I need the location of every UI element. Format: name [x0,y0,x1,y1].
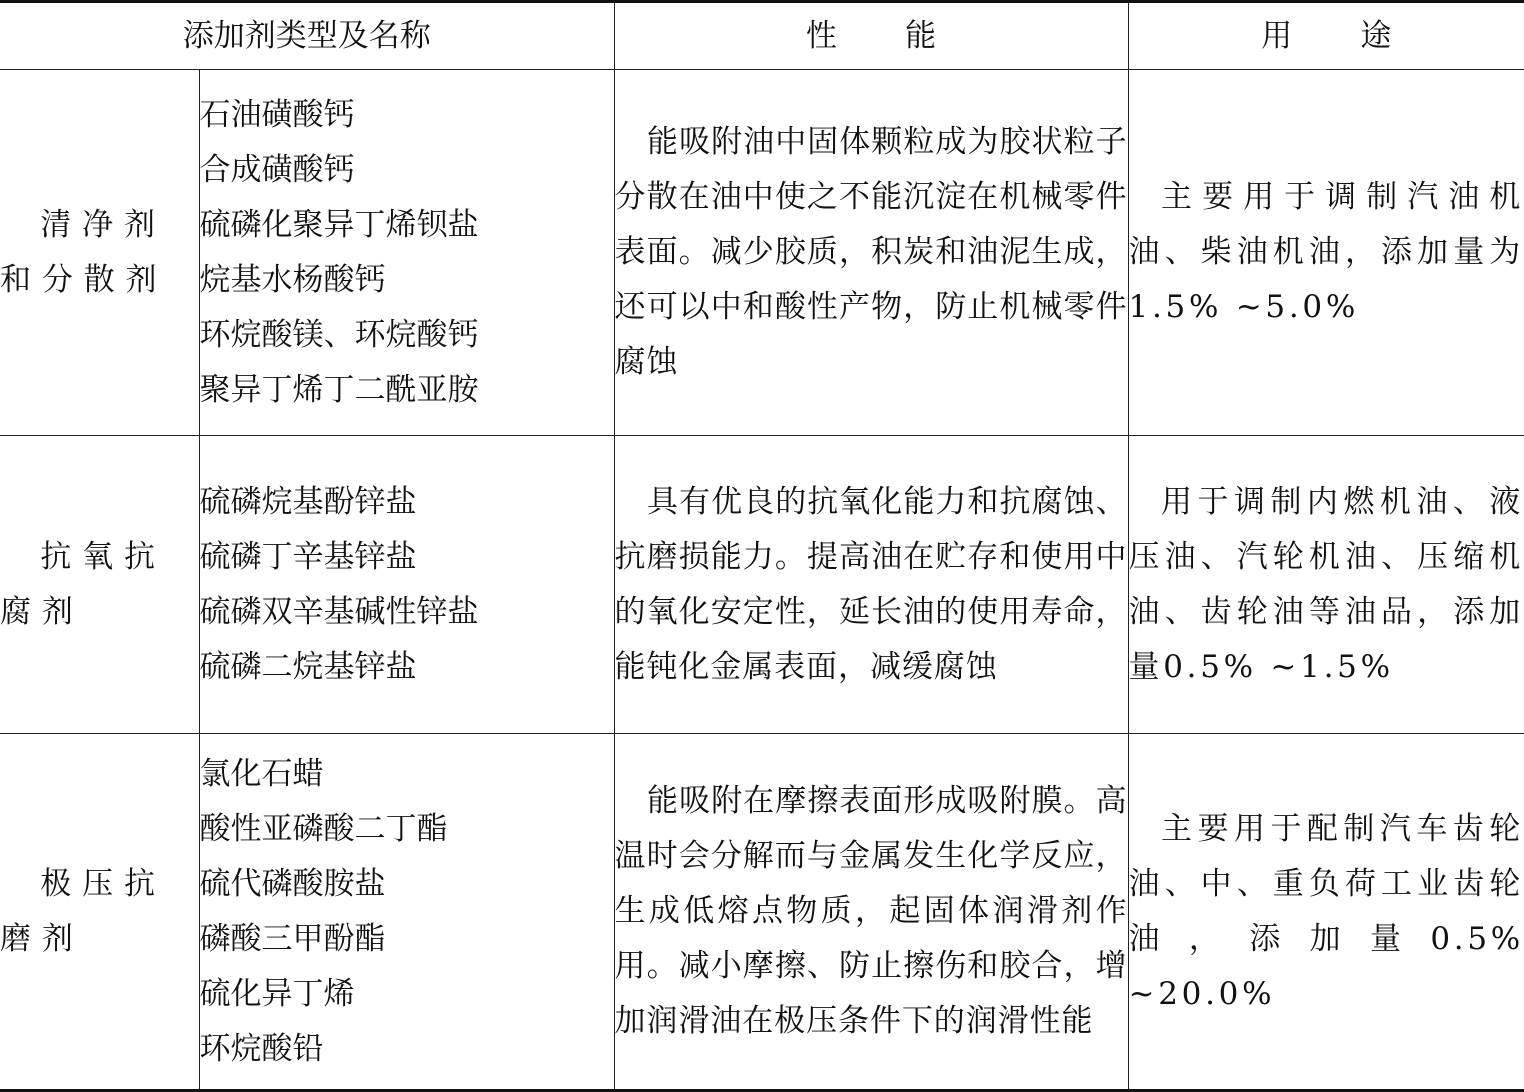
additive-name: 硫磷化聚异丁烯钡盐 [199,206,479,243]
additive-name: 酸性亚磷酸二丁酯 [199,810,448,847]
additive-name: 硫磷二烷基锌盐 [199,648,417,685]
usage-cell: 主要用于配制汽车齿轮油、中、重负荷工业齿轮油，添加量0.5% ~20.0% [1128,734,1524,1091]
additive-names-cell [199,436,614,734]
additive-name: 硫化异丁烯 [199,975,355,1012]
additive-name: 硫磷双辛基碱性锌盐 [199,593,479,630]
table-row [0,70,1524,436]
category-cell [0,734,199,1091]
category-label: 腐剂 [0,593,84,630]
additive-name: 硫磷烷基酚锌盐 [199,483,417,520]
category-cell [0,436,199,734]
table-row [0,734,1524,1091]
table-row [0,436,1524,734]
header-usage: 用途 [1128,2,1524,70]
additive-name: 硫代磷酸胺盐 [199,865,386,902]
performance-cell: 能吸附油中固体颗粒成为胶状粒子分散在油中使之不能沉淀在机械零件表面。减少胶质，积炭和油泥生成，还可以中和酸性产物，防止机械零件腐蚀 [614,70,1128,436]
additive-name: 硫磷丁辛基锌盐 [199,538,417,575]
additive-name: 聚异丁烯丁二酰亚胺 [199,371,479,408]
additive-name: 磷酸三甲酚酯 [199,920,386,957]
header-type-name: 添加剂类型及名称 [0,2,614,70]
category-label: 极压抗 [40,865,166,902]
additive-name: 石油磺酸钙 [199,96,355,133]
category-label: 和分散剂 [0,261,168,298]
header-row [0,2,1524,70]
header-performance: 性能 [614,2,1128,70]
additive-name: 氯化石蜡 [199,755,324,792]
additive-name: 环烷酸镁、环烷酸钙 [199,316,479,353]
category-label: 清净剂 [40,206,166,243]
performance-cell: 能吸附在摩擦表面形成吸附膜。高温时会分解而与金属发生化学反应，生成低熔点物质，起固体润滑剂作用。减小摩擦、防止擦伤和胶合，增加润滑油在极压条件下的润滑性能 [614,734,1128,1091]
category-label: 抗氧抗 [40,538,166,575]
additive-name: 合成磺酸钙 [199,151,355,188]
category-label: 磨剂 [0,920,84,957]
usage-cell: 用于调制内燃机油、液压油、汽轮机油、压缩机油、齿轮油等油品，添加量0.5% ~1.5% [1128,436,1524,734]
additive-name: 烷基水杨酸钙 [199,261,386,298]
additive-name: 环烷酸铅 [199,1030,324,1067]
additive-names-cell [199,70,614,436]
performance-cell: 具有优良的抗氧化能力和抗腐蚀、抗磨损能力。提高油在贮存和使用中的氧化安定性，延长油的使用寿命，能钝化金属表面，减缓腐蚀 [614,436,1128,734]
usage-cell: 主要用于调制汽油机油、柴油机油，添加量为1.5% ~5.0% [1128,70,1524,436]
additive-names-cell [199,734,614,1091]
category-cell [0,70,199,436]
